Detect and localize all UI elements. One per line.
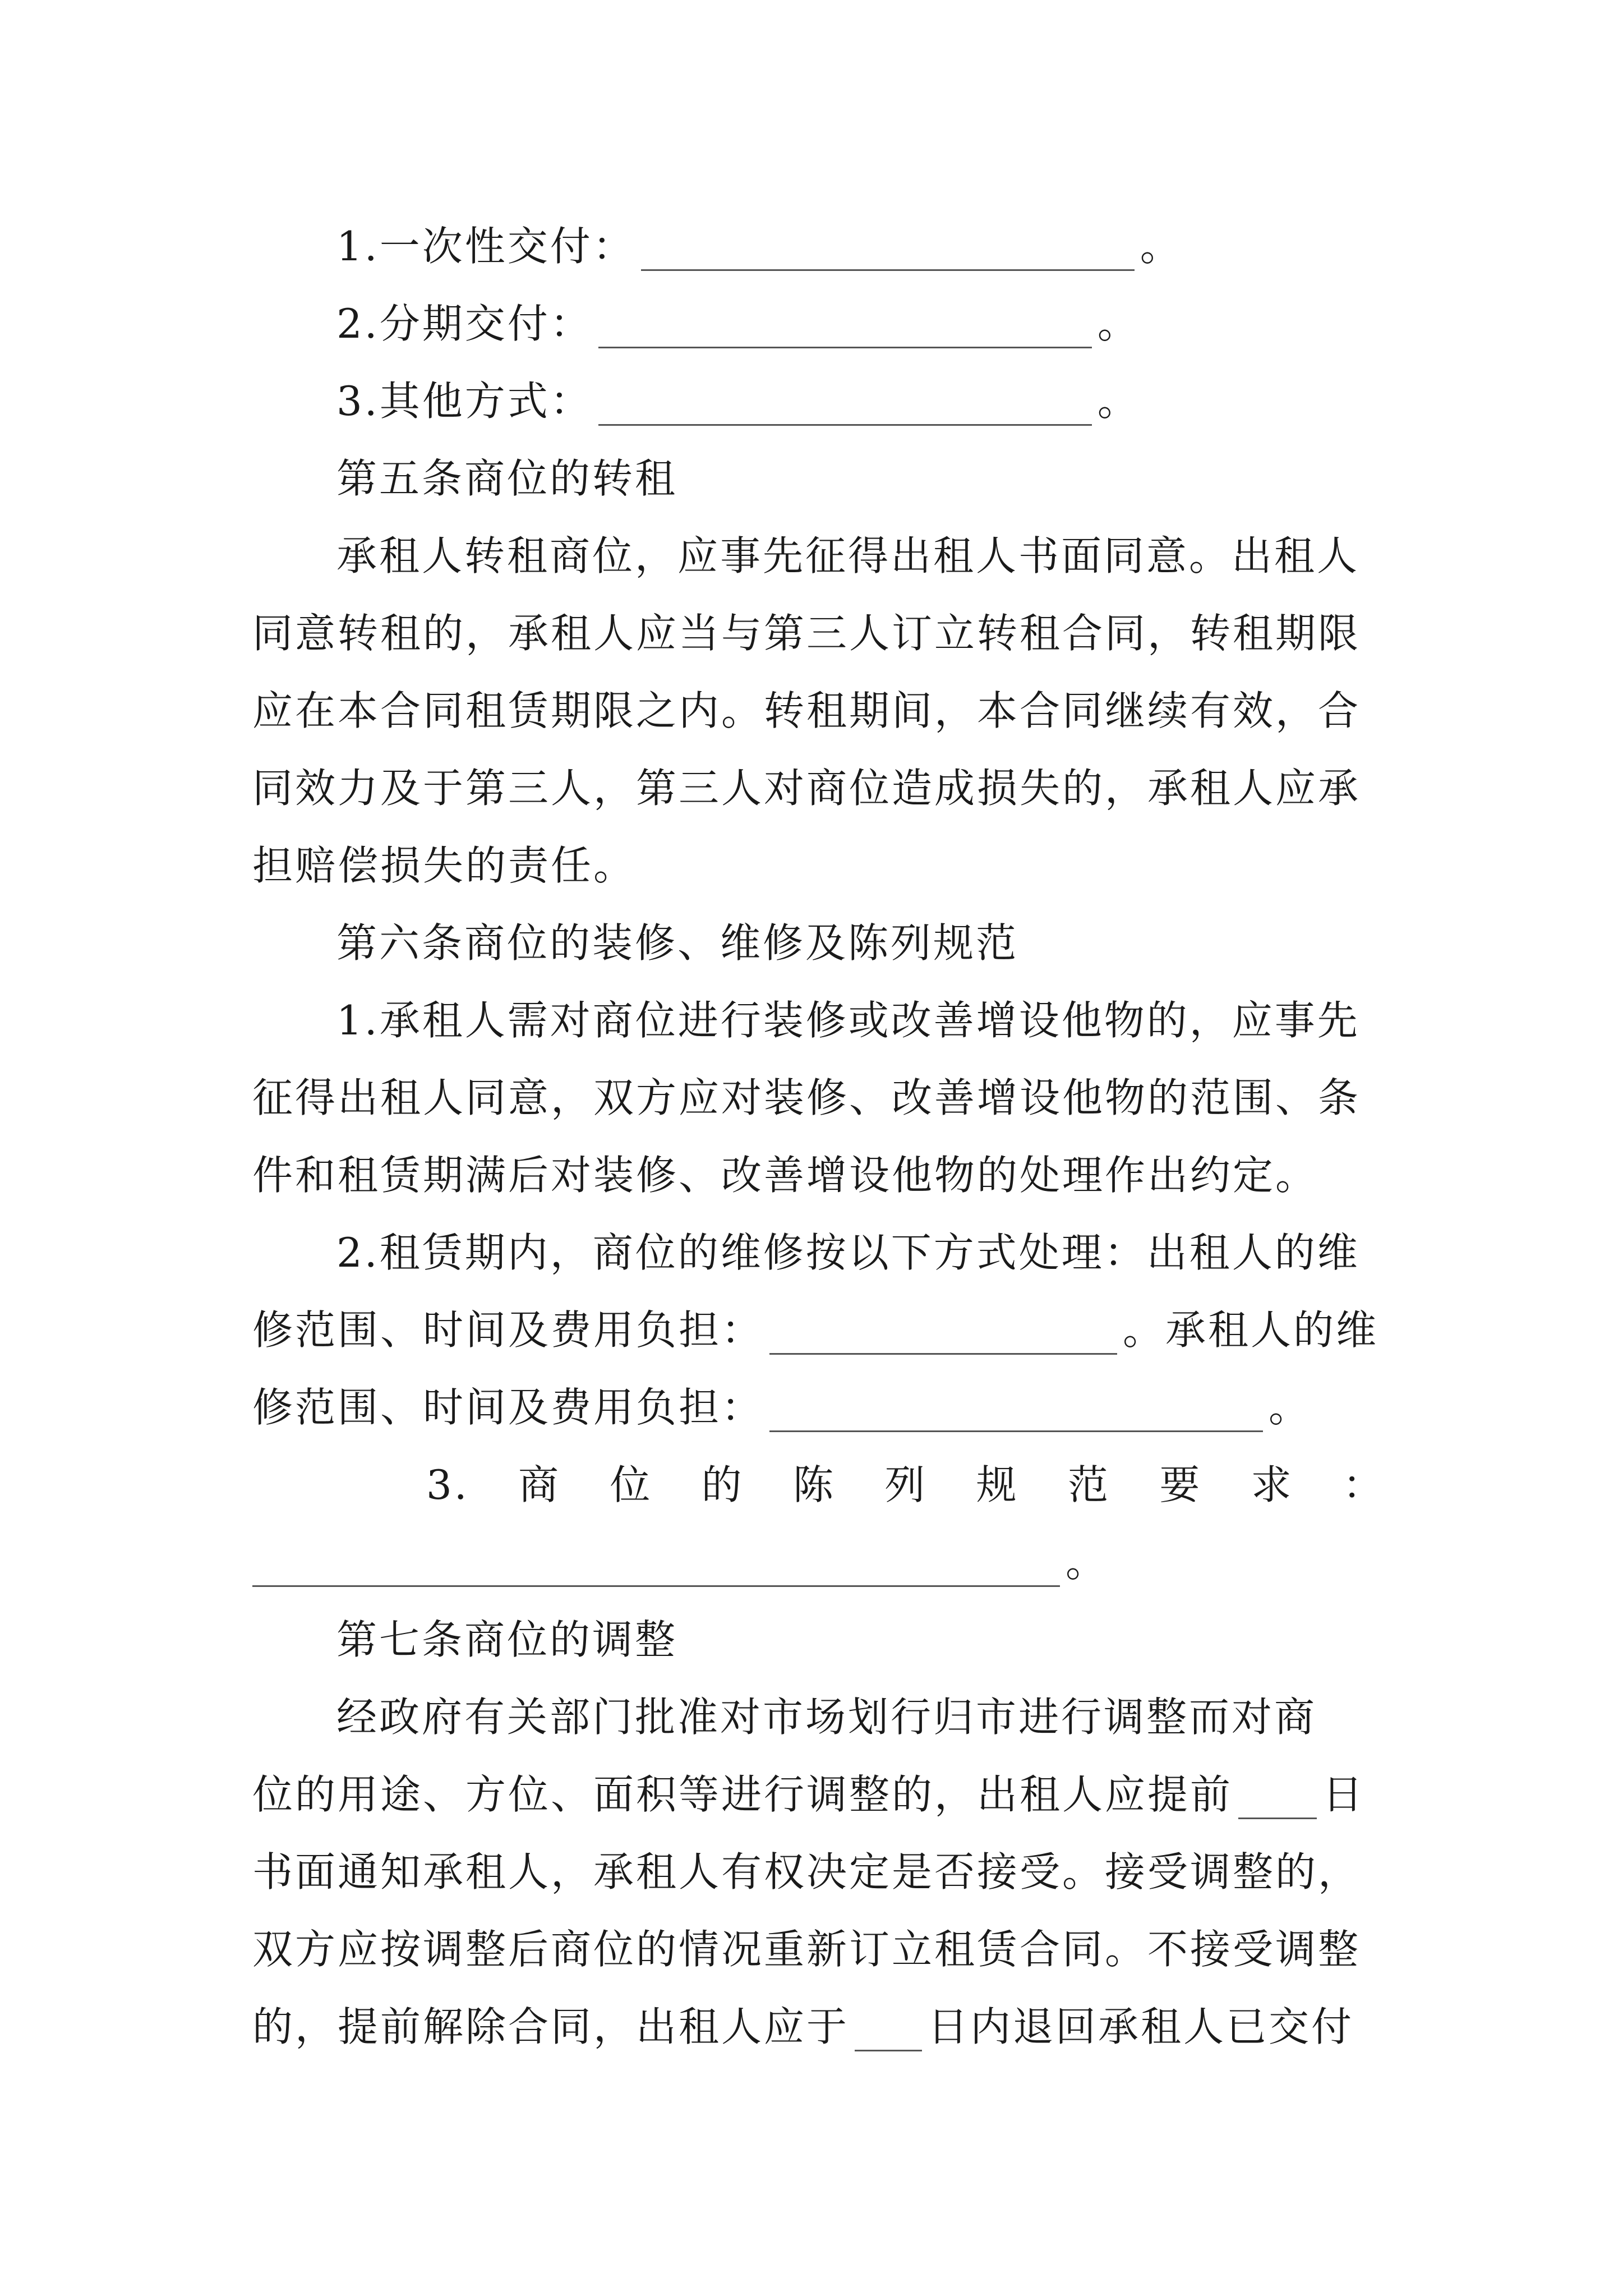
spread-char: 商 [518,1461,561,1508]
punctuation: 。 [1140,223,1183,270]
spread-char: 列 [884,1461,928,1508]
paragraph-line [252,1369,1385,1446]
clause-text: 。承租人的维 [1123,1306,1379,1354]
paragraph-line [252,1291,1385,1369]
clause-text: 日 [1322,1771,1366,1818]
paragraph-line: 2.租赁期内，商位的维修按以下方式处理：出租人的维 [336,1229,1360,1276]
paragraph-line: 同效力及于第三人，第三人对商位造成损失的，承租人应承 [252,765,1361,812]
fill-blank [641,229,1135,271]
payment-option-2 [252,285,1385,362]
payment-option-3-label: 3.其他方式： [336,378,593,425]
clause-text: 位的用途、方位、面积等进行调整的，出租人应提前 [252,1771,1233,1818]
spread-char: ： [1342,1461,1385,1508]
paragraph-line: 书面通知承租人，承租人有权决定是否接受。接受调整的， [252,1848,1361,1895]
spread-char: 3. [426,1461,469,1508]
clause-text: 修范围、时间及费用负担： [252,1306,764,1354]
paragraph-line: 经政府有关部门批准对市场划行归市进行调整而对商 [336,1694,1317,1741]
punctuation: 。 [1066,1539,1109,1586]
spread-char: 求 [1251,1461,1294,1508]
clause-text: 修范围、时间及费用负担： [252,1384,764,1431]
fill-blank [769,1390,1263,1432]
paragraph-line: 同意转租的，承租人应当与第三人订立转租合同，转租期限 [252,610,1361,657]
punctuation: 。 [1097,378,1140,425]
paragraph-line: 件和租赁期满后对装修、改善增设他物的处理作出约定。 [252,1152,1318,1199]
clause-text: 的，提前解除合同，出租人应于 [252,2003,850,2050]
paragraph-line: 承租人转租商位，应事先征得出租人书面同意。出租人 [336,532,1360,579]
fill-blank [252,1545,1060,1587]
punctuation: 。 [1269,1384,1312,1431]
paragraph-line [252,1756,1385,1833]
article-5-title: 第五条商位的转租 [336,455,678,502]
fill-blank [598,306,1092,348]
paragraph-line [252,1524,1385,1601]
fill-blank [1238,1777,1317,1819]
article-6-title: 第六条商位的装修、维修及陈列规范 [336,919,1019,967]
paragraph-line: 1.承租人需对商位进行装修或改善增设他物的，应事先 [336,997,1360,1044]
spread-char: 范 [1067,1461,1110,1508]
document-body [252,208,1385,2065]
payment-option-3 [252,362,1385,440]
spread-char: 位 [610,1461,653,1508]
paragraph-line: 征得出租人同意，双方应对装修、改善增设他物的范围、条 [252,1074,1361,1121]
punctuation: 。 [1097,300,1140,347]
payment-option-2-label: 2.分期交付： [336,300,593,347]
payment-option-1-label: 1.一次性交付： [336,223,635,270]
paragraph-line: 担赔偿损失的责任。 [252,842,637,889]
spread-char: 的 [701,1461,744,1508]
fill-blank [769,1313,1117,1355]
paragraph-line: 应在本合同租赁期限之内。转租期间，本合同继续有效，合 [252,687,1361,734]
spread-char: 陈 [793,1461,836,1508]
payment-option-1 [252,208,1385,285]
fill-blank [855,2009,922,2051]
spread-char: 要 [1159,1461,1202,1508]
fill-blank [598,384,1092,426]
article-7-title: 第七条商位的调整 [336,1616,678,1663]
clause-text: 日内退回承租人已交付 [928,2003,1354,2050]
display-standards-line [252,1446,1385,1524]
spread-char: 规 [976,1461,1019,1508]
paragraph-line [252,1988,1385,2065]
paragraph-line: 双方应按调整后商位的情况重新订立租赁合同。不接受调整 [252,1926,1361,1973]
